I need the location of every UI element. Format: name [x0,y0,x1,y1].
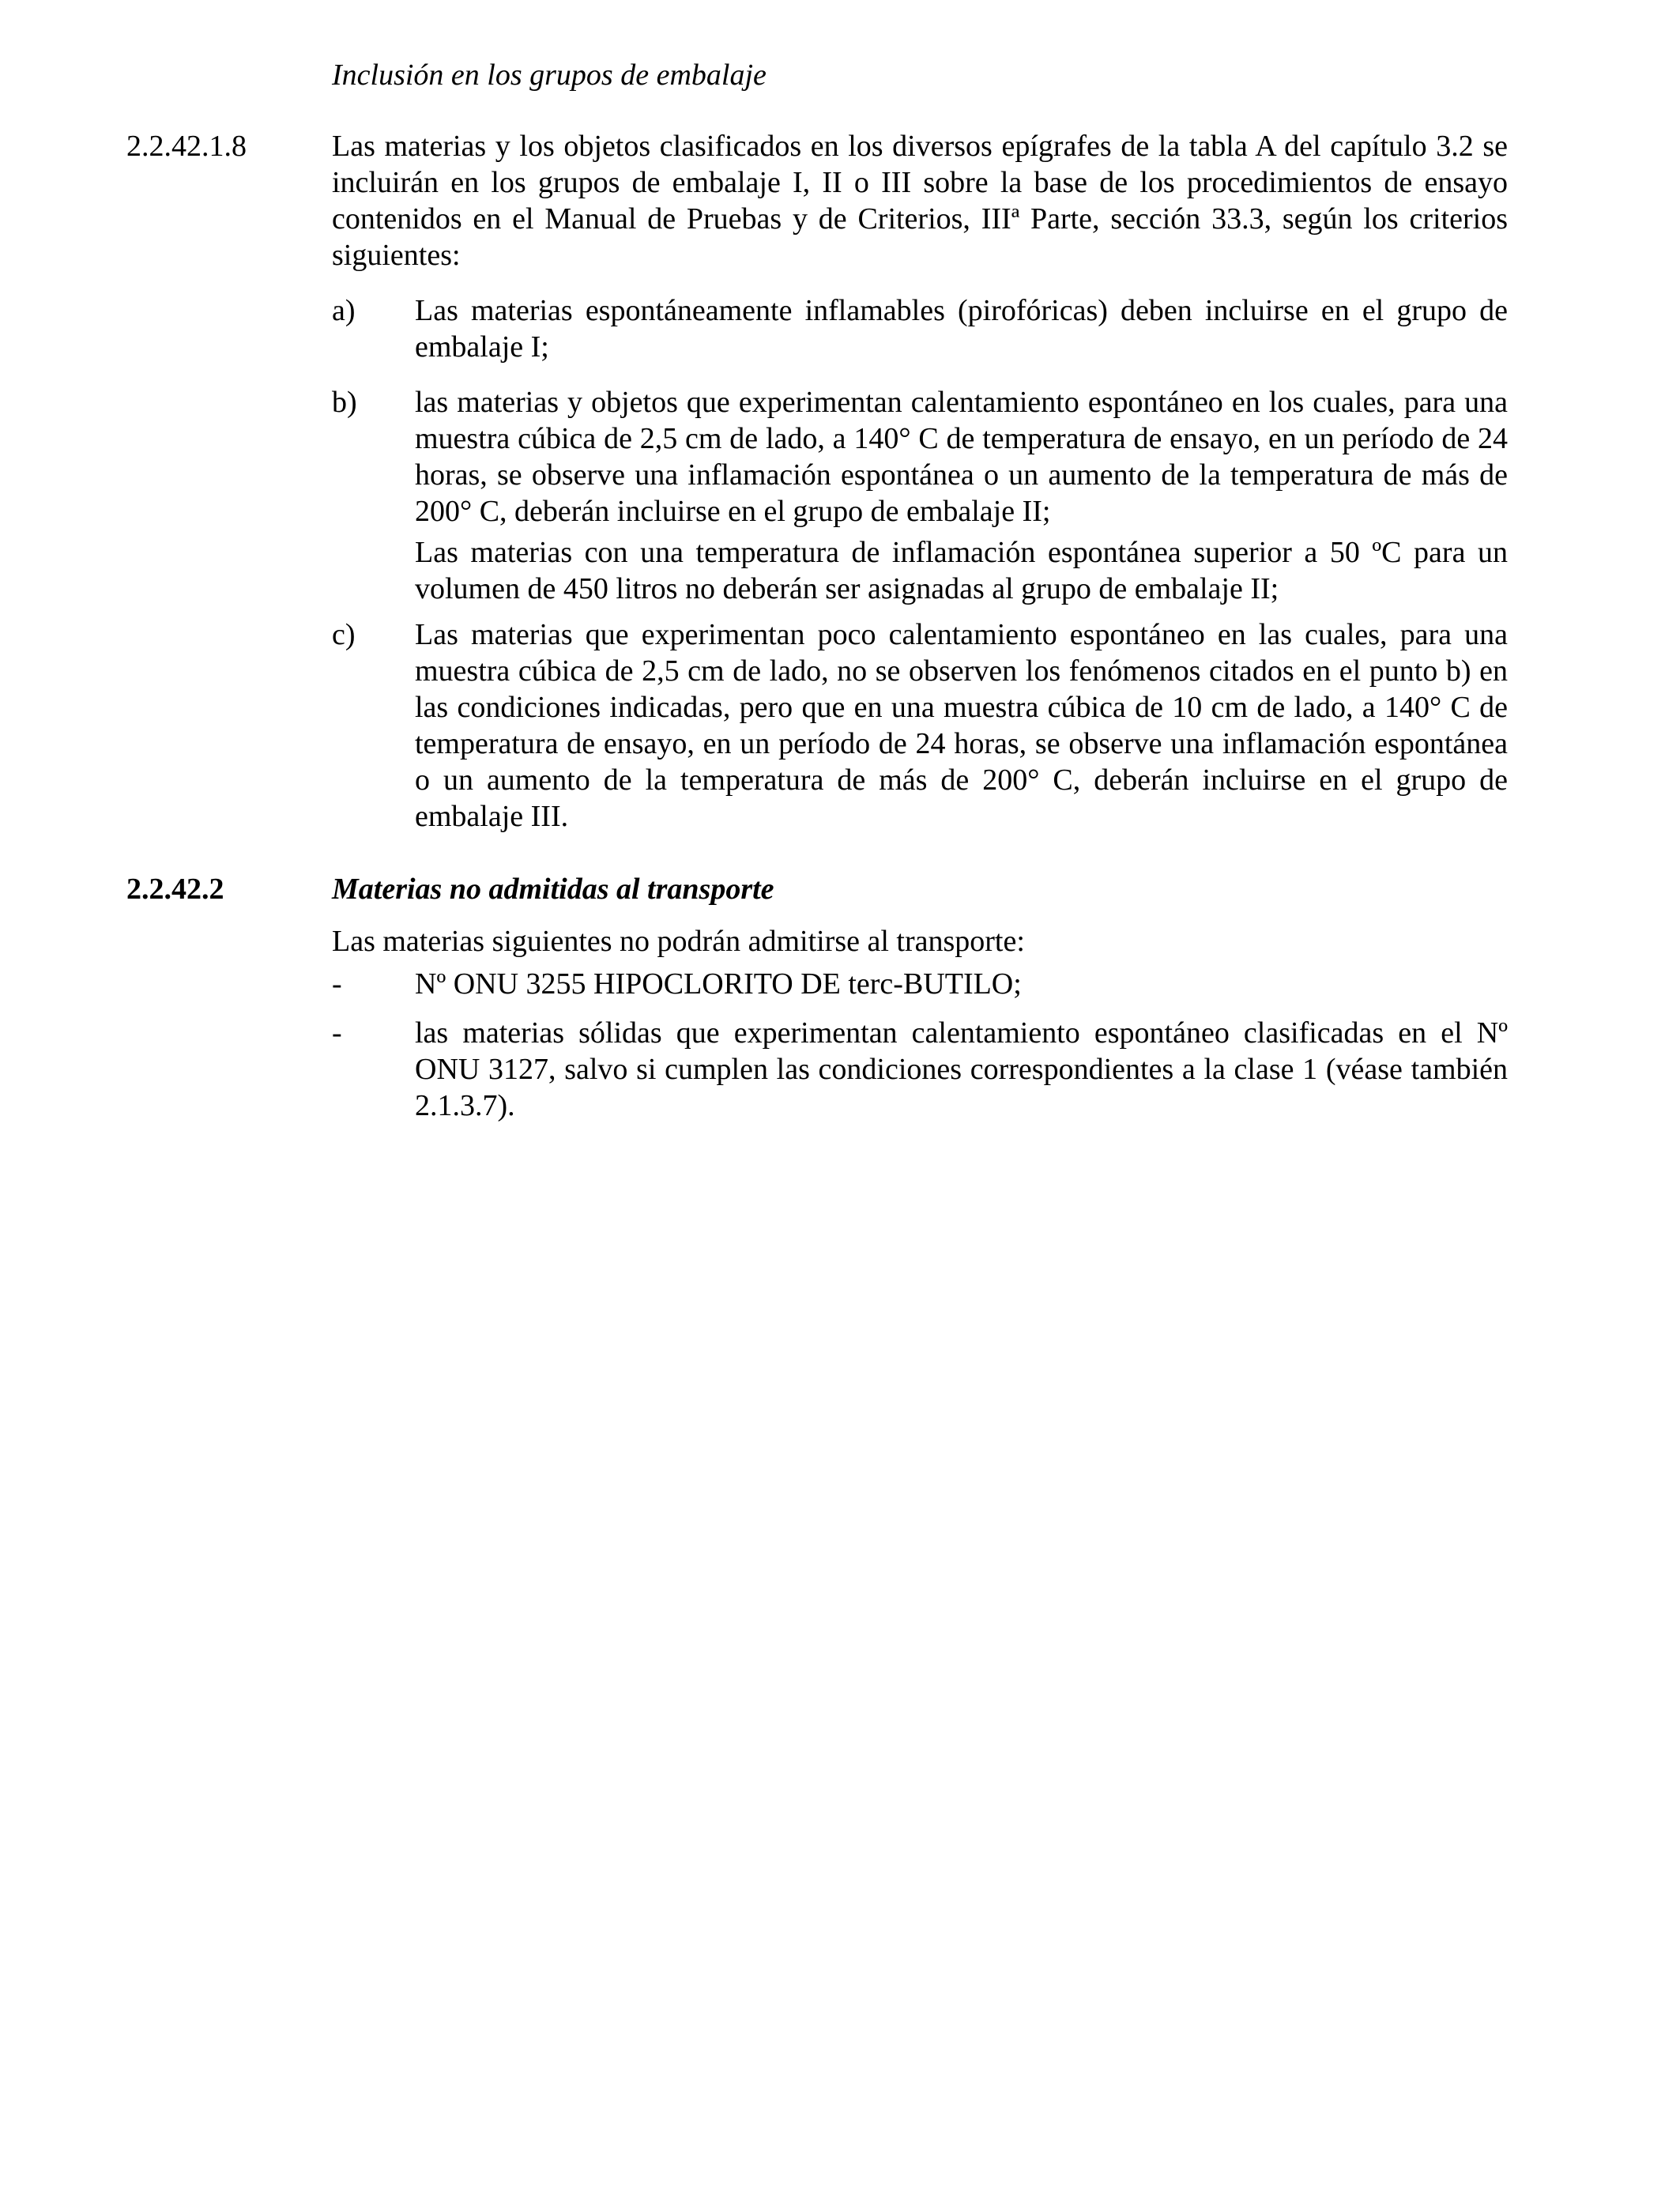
list-item-b-text: las materias y objetos que experimentan calentamiento espontáneo en los cuales, para una muestra cúbica de 2,5 cm de lado, a 140° C de temperatura de ensayo, en un período de 24 horas, se observe una inflamación espontánea o un aumento de la temperatura de más de 200° C, deberán incluirse en el grupo de embalaje II; [415,386,1508,528]
section-2-2-42-2-intro: Las materias siguientes no podrán admitirse al transporte: [332,925,1025,958]
dash-item-2-text: las materias sólidas que experimentan calentamiento espontáneo clasificadas en el Nº ONU 3127, salvo si cumplen las condiciones correspondientes a la clase 1 (véase también 2.1.3.7). [415,1016,1508,1122]
dash-item-1-text: Nº ONU 3255 HIPOCLORITO DE terc-BUTILO; [415,967,1022,1001]
dash-marker-1: - [332,967,342,1001]
section-intro-paragraph: Las materias y los objetos clasificados en los diversos epígrafes de la tabla A del capítulo 3.2 se incluirán en los grupos de embalaje I, II o III sobre la base de los procedimientos de ensayo contenidos en el Manual de Pruebas y de Criterios, IIIª Parte, sección 33.3, según los criterios siguientes: [332,130,1508,272]
list-marker-c: c) [332,618,356,651]
section-title-materias-no-admitidas: Materias no admitidas al transporte [332,873,774,906]
list-marker-a: a) [332,294,356,327]
dash-marker-2: - [332,1016,342,1050]
list-item-a-text: Las materias espontáneamente inflamables (pirofóricas) deben incluirse en el grupo de embalaje I; [415,294,1508,364]
section-number-2-2-42-2: 2.2.42.2 [126,873,224,906]
list-item-b-extra-paragraph: Las materias con una temperatura de inflamación espontánea superior a 50 ºC para un volumen de 450 litros no deberán ser asignadas al grupo de embalaje II; [415,536,1508,605]
list-marker-b: b) [332,386,357,419]
section-number-2-2-42-1-8: 2.2.42.1.8 [126,130,247,163]
list-item-c-text: Las materias que experimentan poco calentamiento espontáneo en las cuales, para una muestra cúbica de 2,5 cm de lado, no se observen los fenómenos citados en el punto b) en las condiciones indicadas, pero que en una muestra cúbica de 10 cm de lado, a 140° C de temperatura de ensayo, en un período de 24 horas, se observe una inflamación espontánea o un aumento de la temperatura de más de 200° C, deberán incluirse en el grupo de embalaje III. [415,618,1508,833]
subheading-inclusion: Inclusión en los grupos de embalaje [332,58,767,92]
